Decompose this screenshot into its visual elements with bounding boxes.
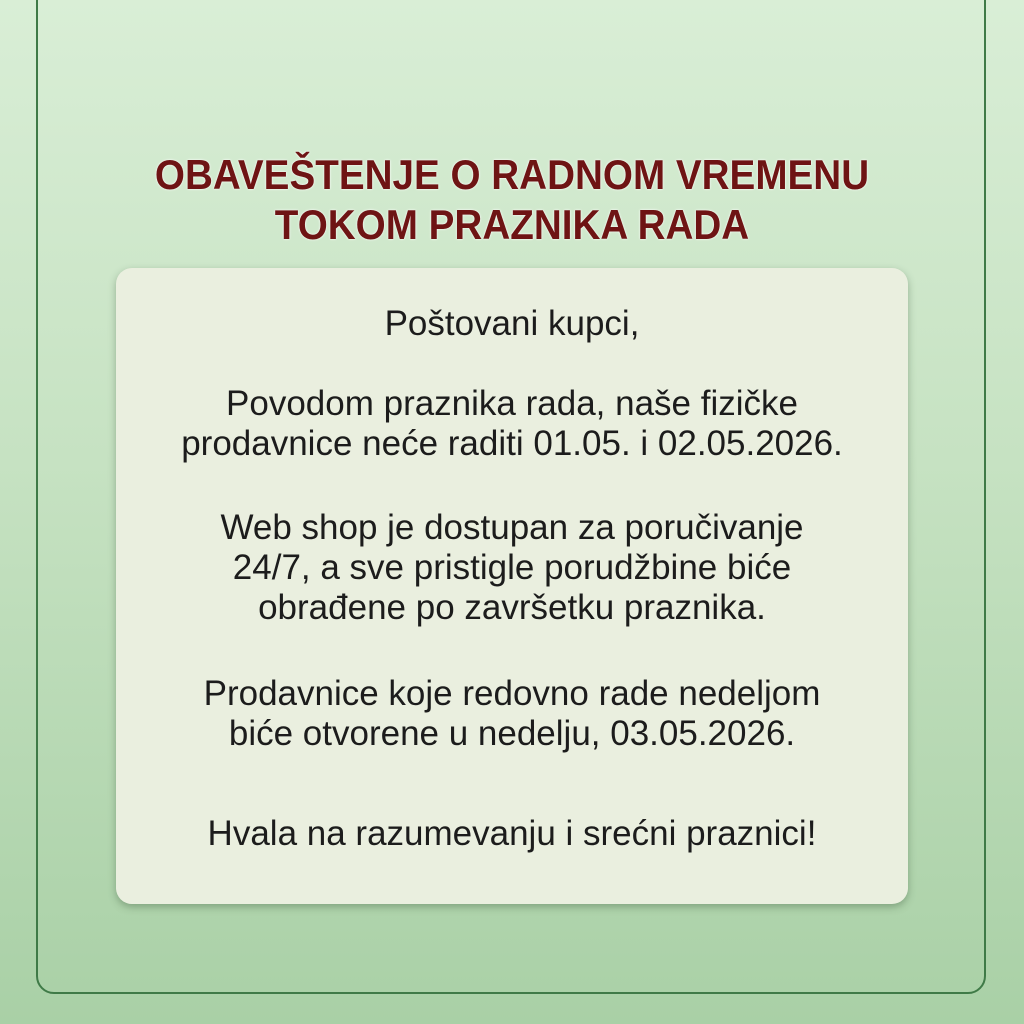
closure-line-2: prodavnice neće raditi 01.05. i 02.05.2026. [181, 424, 843, 463]
webshop-line-3: obrađene po završetku praznika. [258, 588, 766, 627]
notice-title [41, 150, 983, 250]
sunday-line-2: biće otvorene u nedelju, 03.05.2026. [228, 714, 796, 753]
webshop-line-2: 24/7, a sve pristigle porudžbine biće [232, 548, 792, 587]
closure-paragraph [116, 384, 908, 464]
title-line-2: TOKOM PRAZNIKA RADA [274, 201, 750, 248]
greeting [116, 304, 908, 344]
title-line-1: OBAVEŠTENJE O RADNOM VREMENU [154, 151, 870, 198]
webshop-line-1: Web shop je dostupan za poručivanje [220, 508, 804, 547]
greeting-text: Poštovani kupci, [384, 304, 640, 343]
sunday-line-1: Prodavnice koje redovno rade nedeljom [203, 674, 821, 713]
closing-text: Hvala na razumevanju i srećni praznici! [207, 814, 817, 853]
sunday-paragraph [116, 674, 908, 754]
closure-line-1: Povodom praznika rada, naše fizičke [226, 384, 798, 423]
webshop-paragraph [116, 508, 908, 628]
notice-card [116, 268, 908, 904]
closing-paragraph [116, 814, 908, 854]
